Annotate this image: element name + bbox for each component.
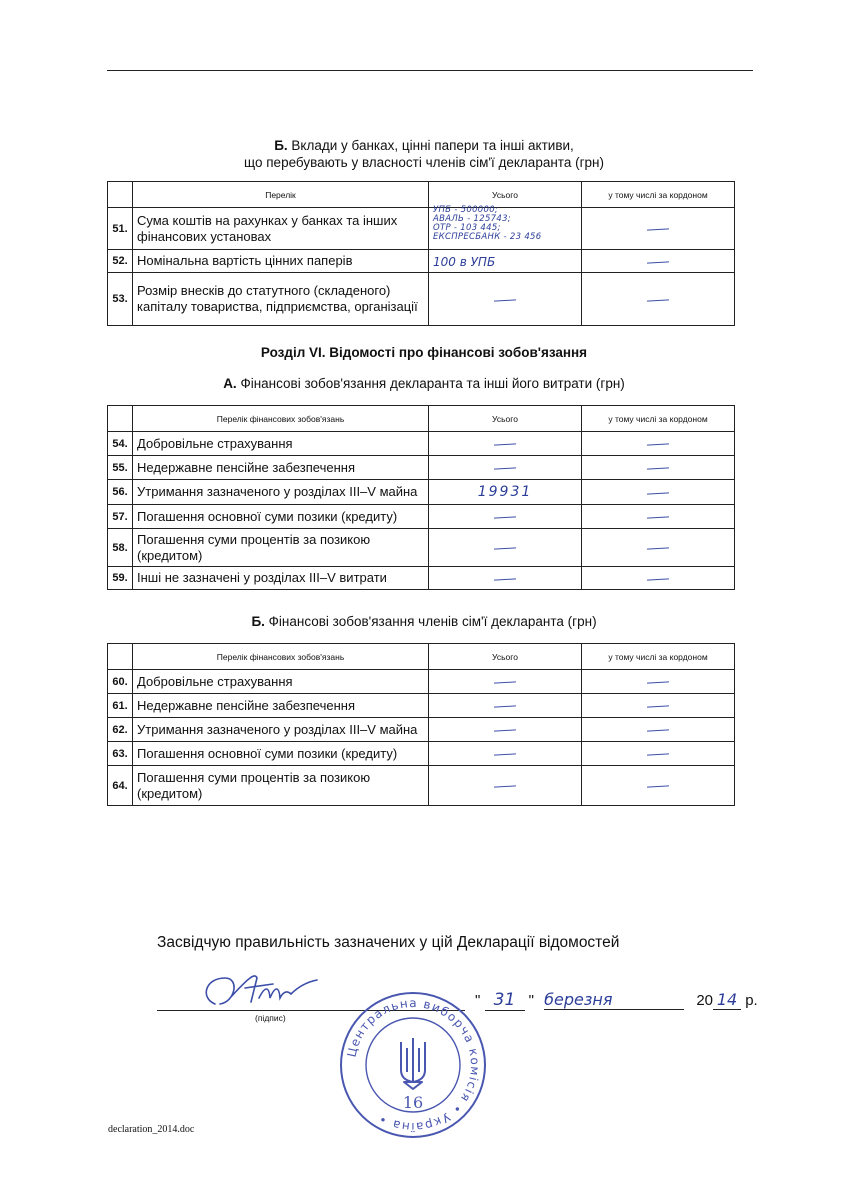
dash-mark <box>647 547 669 549</box>
dash-mark <box>647 492 669 494</box>
header-total: Усього <box>429 406 582 432</box>
dash-mark <box>647 681 669 683</box>
section-vi-b-heading: Б. Фінансові зобов'язання членів сім'ї декларанта (грн) <box>251 614 597 629</box>
dash-mark <box>494 578 516 580</box>
header-list: Перелік <box>133 182 429 208</box>
header-total: Усього <box>429 644 582 670</box>
header-total: Усього <box>429 182 582 208</box>
dash-mark <box>494 681 516 683</box>
top-rule <box>107 70 753 71</box>
liabilities-table <box>107 405 735 590</box>
dash-mark <box>494 547 516 549</box>
handwritten-year: 14 <box>713 990 741 1010</box>
dash-mark <box>647 753 669 755</box>
handwritten-month: березня <box>544 990 684 1010</box>
table-row: 63. Погашення основної суми позики (кредиту) <box>108 742 735 766</box>
dash-mark <box>647 467 669 469</box>
dash-mark <box>647 705 669 707</box>
dash-mark <box>647 228 669 230</box>
table-row: 58. Погашення суми процентів за позикою (кредитом) <box>108 529 735 567</box>
header-list: Перелік фінансових зобов'язань <box>133 406 429 432</box>
assets-table <box>107 181 735 326</box>
header-abroad: у тому числі за кордоном <box>582 644 735 670</box>
table-row: 54. Добровільне страхування <box>108 432 735 456</box>
official-stamp-image <box>338 990 488 1140</box>
dash-mark <box>647 261 669 263</box>
handwritten-total: УПБ - 500000; АВАЛЬ - 125743; ОТР - 103 445; ЕКСПРЕСБАНК - 23 456 <box>433 205 542 242</box>
header-abroad: у тому числі за кордоном <box>582 406 735 432</box>
table-row: 51. Сума коштів на рахунках у банках та інших фінансових установах УПБ - 500000; АВАЛЬ - 125743; ОТР - 103 445; ЕКСПРЕСБАНК - 23 456 <box>108 208 735 250</box>
handwritten-total: 100 в УПБ <box>433 254 496 269</box>
section-b-heading: Б. Вклади у банках, цінні папери та інші активи, що перебувають у власності членів сім'ї декларанта (грн) <box>244 138 604 170</box>
dash-mark <box>494 467 516 469</box>
svg-text:Центральна виборча комісія • У: Центральна виборча комісія • Україна • <box>344 995 483 1135</box>
table-row: 62. Утримання зазначеного у розділах III–V майна <box>108 718 735 742</box>
signature-image <box>195 968 325 1012</box>
certification-text: Засвідчую правильність зазначених у цій Декларації відомостей <box>157 934 620 951</box>
dash-mark <box>494 753 516 755</box>
table-row: 57. Погашення основної суми позики (кредиту) <box>108 505 735 529</box>
dash-mark <box>494 443 516 445</box>
dash-mark <box>494 299 516 301</box>
dash-mark <box>647 729 669 731</box>
dash-mark <box>647 516 669 518</box>
dash-mark <box>647 299 669 301</box>
dash-mark <box>494 785 516 787</box>
dash-mark <box>647 578 669 580</box>
header-abroad: у тому числі за кордоном <box>582 182 735 208</box>
signature-caption: (підпис) <box>255 1013 286 1023</box>
table-row: 61. Недержавне пенсійне забезпечення <box>108 694 735 718</box>
date-line: " 31 " березня 20 14 р. <box>475 990 758 1010</box>
section-vi-title: Розділ VI. Відомості про фінансові зобов'язання <box>260 345 588 360</box>
dash-mark <box>494 729 516 731</box>
table-row: 52. Номінальна вартість цінних паперів 100 в УПБ <box>108 250 735 273</box>
table-row: 60. Добровільне страхування <box>108 670 735 694</box>
handwritten-day: 31 <box>485 990 525 1011</box>
footer-filename: declaration_2014.doc <box>108 1124 195 1135</box>
dash-mark <box>647 785 669 787</box>
table-row: 56. Утримання зазначеного у розділах III–V майна 19931 <box>108 480 735 505</box>
table-row: 53. Розмір внесків до статутного (складеного) капіталу товариства, підприємства, організації <box>108 273 735 326</box>
family-liabilities-table <box>107 643 735 806</box>
table-row: 64. Погашення суми процентів за позикою (кредитом) <box>108 766 735 806</box>
table-row: 59. Інші не зазначені у розділах III–V витрати <box>108 567 735 590</box>
handwritten-total: 19931 <box>477 484 533 500</box>
svg-text:16: 16 <box>402 1093 424 1112</box>
header-list: Перелік фінансових зобов'язань <box>133 644 429 670</box>
section-vi-a-heading: А. Фінансові зобов'язання декларанта та інші його витрати (грн) <box>223 376 625 391</box>
dash-mark <box>494 705 516 707</box>
table-row: 55. Недержавне пенсійне забезпечення <box>108 456 735 480</box>
dash-mark <box>647 443 669 445</box>
dash-mark <box>494 516 516 518</box>
